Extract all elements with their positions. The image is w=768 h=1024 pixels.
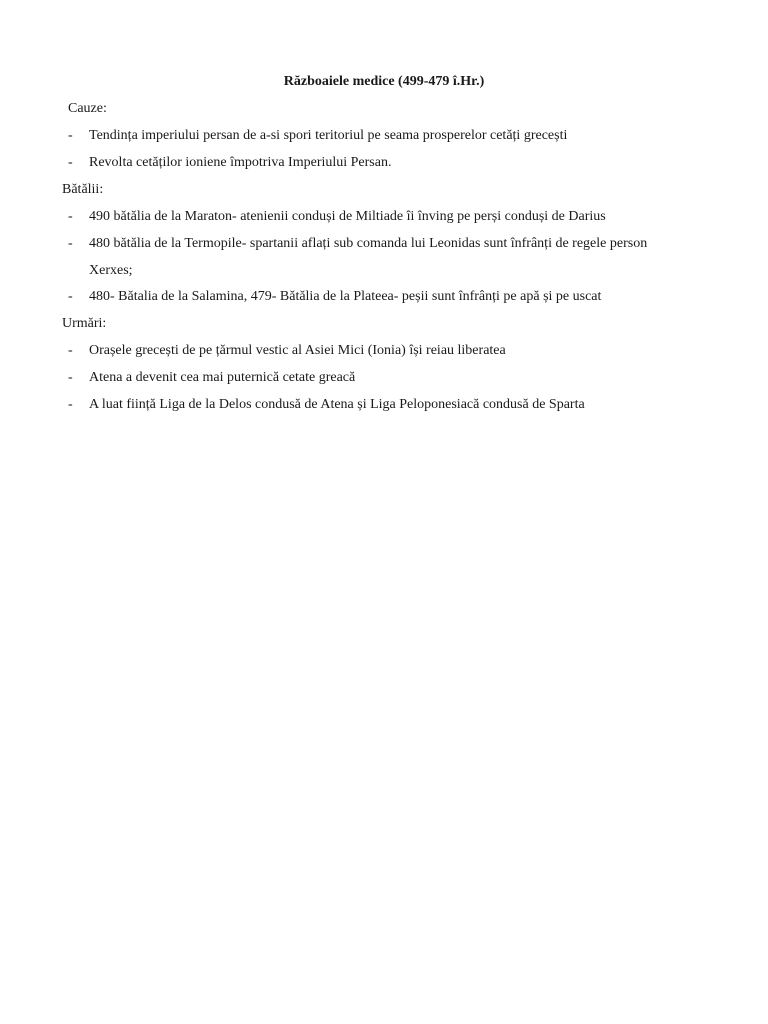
list-dash: -	[68, 236, 73, 251]
list-item-text: Orașele grecești de pe țărmul vestic al Asiei Mici (Ionia) își reiau liberatea	[89, 343, 506, 358]
list-dash: -	[68, 128, 73, 143]
section-heading-batalii: Bătălii:	[62, 182, 104, 197]
list-dash: -	[68, 370, 73, 385]
list-dash: -	[68, 155, 73, 170]
document-title: Războaiele medice (499-479 î.Hr.)	[283, 74, 485, 89]
list-dash: -	[68, 343, 73, 358]
section-heading-cauze: Cauze:	[68, 101, 107, 116]
list-item-continuation-text: Xerxes;	[89, 263, 133, 278]
list-item-text: Tendința imperiului persan de a-si spori teritoriul pe seama prosperelor cetăți grecești	[89, 128, 568, 143]
list-item-text: Revolta cetăților ioniene împotriva Imperiului Persan.	[89, 155, 392, 170]
list-item-text: 490 bătălia de la Maraton- atenienii conduși de Miltiade îi înving pe perși conduși de Darius	[89, 209, 606, 224]
list-dash: -	[68, 289, 73, 304]
list-dash: -	[68, 397, 73, 412]
list-item-text: Atena a devenit cea mai puternică cetate greacă	[89, 370, 356, 385]
list-dash: -	[68, 209, 73, 224]
section-heading-urmari: Urmări:	[62, 316, 107, 331]
list-item-text: 480- Bătalia de la Salamina, 479- Bătălia de la Plateea- peșii sunt înfrânți pe apă și pe uscat	[89, 289, 602, 304]
list-item-text: 480 bătălia de la Termopile- spartanii aflați sub comanda lui Leonidas sunt înfrânți de regele person	[89, 236, 648, 251]
list-item-text: A luat ființă Liga de la Delos condusă de Atena și Liga Peloponesiacă condusă de Sparta	[89, 397, 585, 412]
